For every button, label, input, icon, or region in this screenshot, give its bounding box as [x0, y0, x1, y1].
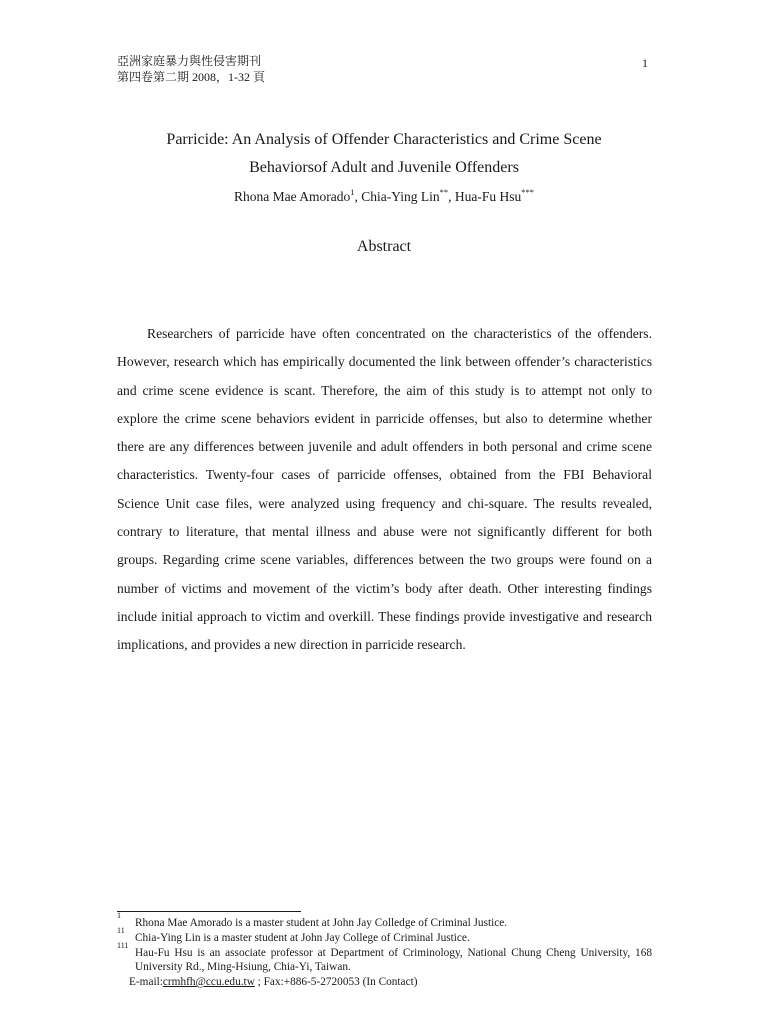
abstract-heading: Abstract — [356, 238, 412, 255]
footnote-mark: 11 — [117, 925, 125, 935]
footnote-text: Hau-Fu Hsu is an associate professor at Department of Criminology, National Chung Cheng University, 168 University Rd., Ming-Hsiung, Chia-Yi, Taiwan. — [135, 946, 652, 974]
footnote-mark: 1 — [117, 911, 121, 920]
footnote-mark: 111 — [117, 940, 129, 950]
author-name: Hua-Fu Hsu — [454, 189, 522, 204]
title-line-1: Parricide: An Analysis of Offender Characteristics and Crime Scene — [166, 131, 602, 148]
author-name: Chia-Ying Lin — [361, 189, 440, 204]
paper-title — [0, 126, 768, 182]
page-number: 1 — [642, 56, 648, 70]
footnote — [117, 940, 652, 976]
footnote — [117, 925, 652, 946]
title-line-2: Behaviorsof Adult and Juvenile Offenders — [249, 159, 519, 176]
journal-header — [117, 53, 265, 85]
author-separator: , — [354, 189, 362, 204]
fax-text: ; Fax:+886-5-2720053 (In Contact) — [254, 976, 418, 989]
footnote — [117, 911, 652, 931]
email-label: E-mail: — [129, 976, 163, 989]
author-mark: *** — [521, 187, 534, 197]
author-mark: 1 — [350, 187, 355, 197]
author-mark: ** — [439, 187, 449, 197]
author-separator: , — [448, 189, 455, 204]
journal-issue: 第四卷第二期 2008，1-32 頁 — [117, 70, 265, 84]
footnote-text: Rhona Mae Amorado is a master student at John Jay Colledge of Criminal Justice. — [135, 917, 508, 929]
author-name: Rhona Mae Amorado — [234, 189, 351, 204]
email-link[interactable]: crmhfh@ccu.edu.tw — [162, 976, 255, 989]
journal-name: 亞洲家庭暴力與性侵害期刊 — [117, 54, 262, 68]
abstract-body: Researchers of parricide have often concentrated on the characteristics of the offenders. However, research which has empirically documented the link between offender’s characteristics and crime scene evidence is scant. Therefore, the aim of this study is to attempt not only to explore the crime scene behaviors evident in parricide offenses, but also to determine whether there are any differences between juvenile and adult offenders in both personal and crime scene characteristics. Twenty-four cases of parricide offenses, obtained from the FBI Behavioral Science Unit case files, were analyzed using frequency and chi-square. The results revealed, contrary to literature, that mental illness and abuse were not significantly different for both groups. Regarding crime scene variables, differences between the two groups were found on a number of victims and movement of the victim’s body after death. Other interesting findings include initial approach to victim and overkill. These findings provide investigative and research implications, and provides a new direction in parricide research. — [117, 326, 652, 653]
footnote-text: Chia-Ying Lin is a master student at John Jay College of Criminal Justice. — [135, 931, 470, 944]
footnote-divider — [117, 911, 301, 912]
contact-line — [117, 975, 652, 990]
author-list — [0, 189, 768, 205]
footnotes — [117, 911, 652, 990]
